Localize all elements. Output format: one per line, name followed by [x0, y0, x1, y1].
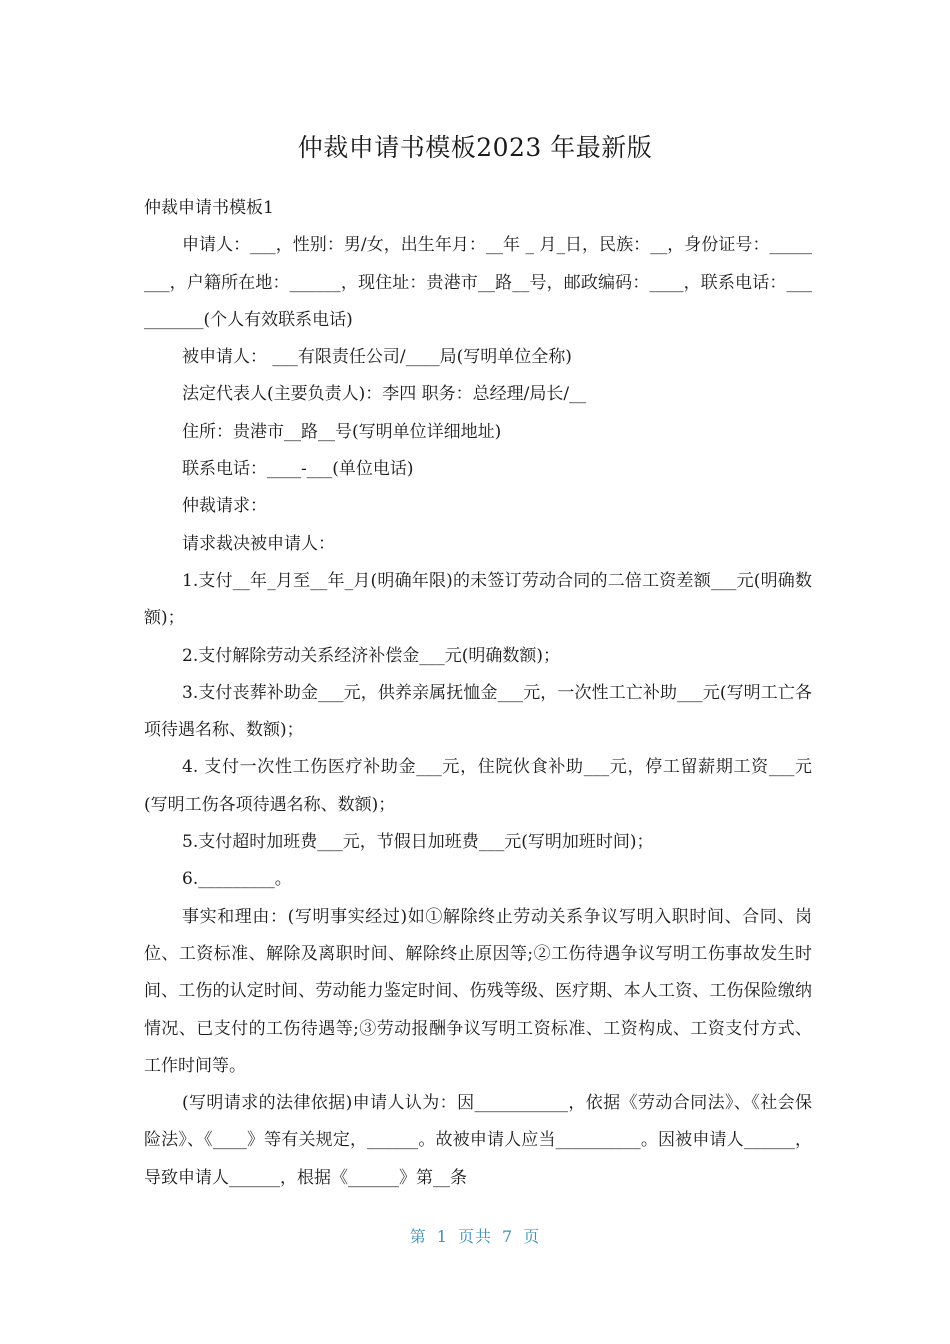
paragraph-facts-reasons: 事实和理由：(写明事实经过)如①解除终止劳动关系争议写明入职时间、合同、岗位、工资标准、解除及离职时间、解除终止原因等;②工伤待遇争议写明工伤事故发生时间、工伤的认定时间、劳动能力鉴定时间、伤残等级、医疗期、本人工资、工伤保险缴纳情况、已支付的工伤待遇等;③劳动报酬争议写明工资标准、工资构成、工资支付方式、工作时间等。: [144, 906, 812, 1076]
claim-item-4: 4. 支付一次性工伤医疗补助金___元，住院伙食补助___元，停工留薪期工资___元(写明工伤各项待遇名称、数额)；: [144, 757, 812, 815]
paragraph-legal-basis: (写明请求的法律依据)申请人认为：因___________，依据《劳动合同法》、《社会保险法》、《____》等有关规定，______。故被申请人应当__________。因被申请人______，导致申请人______，根据《______》第__条: [144, 1093, 812, 1188]
footer-middle: 页共: [457, 1227, 492, 1246]
paragraph-claims-intro: 请求裁决被申请人：: [182, 533, 335, 554]
claim-item-3: 3.支付丧葬补助金___元，供养亲属抚恤金___元，一次性工亡补助___元(写明工亡各项待遇名称、数额)；: [144, 682, 812, 741]
section-heading: 仲裁申请书模板1: [144, 198, 274, 218]
footer-prefix: 第: [409, 1227, 427, 1246]
paragraph-claims-heading: 仲裁请求：: [182, 496, 267, 517]
paragraph-address: 住所：贵港市__路__号(写明单位详细地址): [182, 421, 502, 442]
claim-item-6: 6._________。: [182, 869, 292, 890]
paragraph-applicant: 申请人：___，性别：男/女，出生年月：__年 _ 月_日，民族：__，身份证号：________，户籍所在地：______，现住址：贵港市__路__号，邮政编码：____，联系电话：__________(个人有效联系电话): [144, 235, 812, 330]
claim-item-1: 1.支付__年_月至__年_月(明确年限)的未签订劳动合同的二倍工资差额___元(明确数额)；: [144, 570, 812, 629]
paragraph-phone: 联系电话：____-___(单位电话): [182, 459, 414, 480]
footer-suffix: 页: [523, 1227, 541, 1246]
footer-current-page: 1: [436, 1227, 448, 1246]
footer-total-pages: 7: [502, 1227, 514, 1246]
paragraph-respondent: 被申请人： ___有限责任公司/____局(写明单位全称): [182, 347, 572, 368]
document-body: [144, 190, 812, 1197]
paragraph-legal-representative: 法定代表人(主要负责人)：李四 职务：总经理/局长/__: [182, 384, 587, 405]
page-footer: [0, 1224, 950, 1250]
claim-item-5: 5.支付超时加班费___元，节假日加班费___元(写明加班时间)；: [182, 832, 654, 853]
claim-item-2: 2.支付解除劳动关系经济补偿金___元(明确数额)；: [182, 645, 560, 666]
document-title: 仲裁申请书模板2023 年最新版: [297, 133, 653, 162]
